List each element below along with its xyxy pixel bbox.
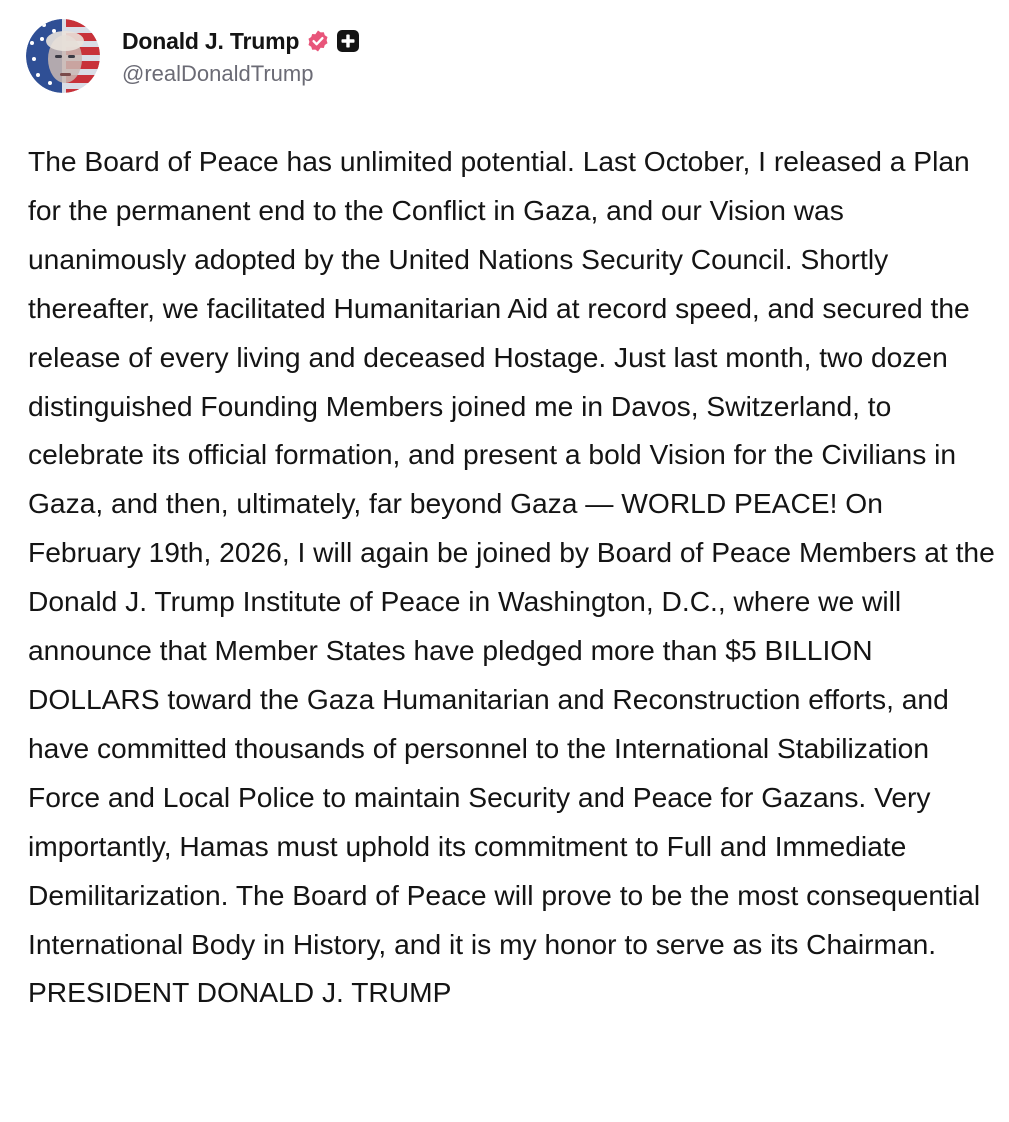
- avatar-flag-portrait-icon: [26, 19, 100, 93]
- verified-badge-icon: [306, 29, 330, 53]
- name-row: [122, 25, 359, 57]
- post-text: The Board of Peace has unlimited potential. Last October, I released a Plan for the permanent end to the Conflict in Gaza, and our Vision was unanimously adopted by the United Nations Security Council. Shortly thereafter, we facilitated Humanitarian Aid at record speed, and secured the release of every living and deceased Hostage. Just last month, two dozen distinguished Founding Members joined me in Davos, Switzerland, to celebrate its official formation, and present a bold Vision for the Civilians in Gaza, and then, ultimately, far beyond Gaza — WORLD PEACE! On February 19th, 2026, I will again be joined by Board of Peace Members at the Donald J. Trump Institute of Peace in Washington, D.C., where we will announce that Member States have pledged more than $5 BILLION DOLLARS toward the Gaza Humanitarian and Reconstruction efforts, and have committed thousands of personnel to the International Stabilization Force and Local Police to maintain Security and Peace for Gazans. Very importantly, Hamas must uphold its commitment to Full and Immediate Demilitarization. The Board of Peace will prove to be the most consequential International Body in History, and it is my honor to serve as its Chairman. PRESIDENT DONALD J. TRUMP: [28, 145, 995, 1009]
- author-identity: [122, 25, 359, 87]
- author-handle[interactable]: @realDonaldTrump: [122, 61, 314, 86]
- plus-badge-icon: [337, 30, 359, 52]
- avatar[interactable]: [26, 19, 100, 93]
- author-display-name[interactable]: Donald J. Trump: [122, 27, 300, 54]
- post-header: [26, 18, 359, 94]
